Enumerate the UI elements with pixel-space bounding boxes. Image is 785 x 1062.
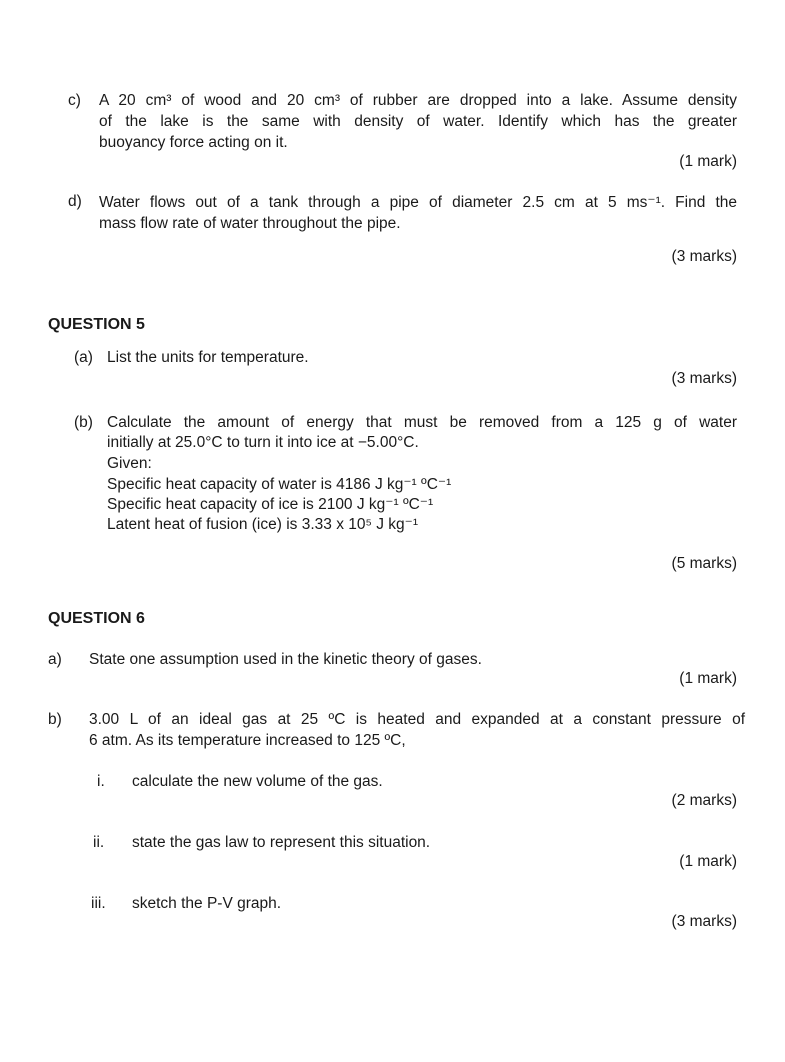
question-6-title: QUESTION 6 [48, 610, 145, 627]
question-text-line: State one assumption used in the kinetic theory of gases. [89, 651, 482, 668]
part-label: d) [68, 193, 82, 210]
subpart-label: ii. [93, 834, 105, 851]
given-heading: Given: [107, 455, 152, 472]
part-label: a) [48, 651, 62, 668]
marks-label: (3 marks) [671, 248, 737, 265]
subpart-label: i. [97, 773, 105, 790]
marks-label: (1 mark) [679, 153, 737, 170]
marks-label: (1 mark) [679, 670, 737, 687]
marks-label: (3 marks) [671, 913, 737, 930]
question-text-line: 6 atm. As its temperature increased to 125 ºC, [89, 732, 406, 749]
question-text-line: calculate the new volume of the gas. [132, 773, 383, 790]
marks-label: (5 marks) [671, 555, 737, 572]
marks-label: (2 marks) [671, 792, 737, 809]
given-item: Latent heat of fusion (ice) is 3.33 x 10⁵ J kg⁻¹ [107, 516, 418, 533]
subpart-label: iii. [91, 895, 106, 912]
marks-label: (3 marks) [671, 370, 737, 387]
part-label: b) [48, 711, 62, 728]
given-item: Specific heat capacity of water is 4186 J kg⁻¹ ºC⁻¹ [107, 476, 452, 493]
question-text-line: List the units for temperature. [107, 349, 309, 366]
question-text-line: mass flow rate of water throughout the pipe. [99, 215, 401, 232]
part-label: c) [68, 92, 81, 109]
question-text-line: Water flows out of a tank through a pipe of diameter 2.5 cm at 5 ms⁻¹. Find the [99, 194, 737, 211]
part-label: (a) [74, 349, 93, 366]
question-text-line: Calculate the amount of energy that must be removed from a 125 g of water [107, 414, 737, 431]
given-item: Specific heat capacity of ice is 2100 J kg⁻¹ ºC⁻¹ [107, 496, 434, 513]
question-text-line: sketch the P-V graph. [132, 895, 282, 912]
part-label: (b) [74, 414, 93, 431]
question-text-line: of the lake is the same with density of water. Identify which has the greater [99, 113, 737, 130]
question-text-line: initially at 25.0°C to turn it into ice at −5.00°C. [107, 434, 419, 451]
question-text-line: state the gas law to represent this situation. [132, 834, 431, 851]
marks-label: (1 mark) [679, 853, 737, 870]
question-text-line: A 20 cm³ of wood and 20 cm³ of rubber are dropped into a lake. Assume density [99, 92, 737, 109]
question-5-title: QUESTION 5 [48, 316, 145, 333]
question-text-line: 3.00 L of an ideal gas at 25 ºC is heated and expanded at a constant pressure of [89, 711, 745, 728]
question-text-line: buoyancy force acting on it. [99, 134, 288, 151]
